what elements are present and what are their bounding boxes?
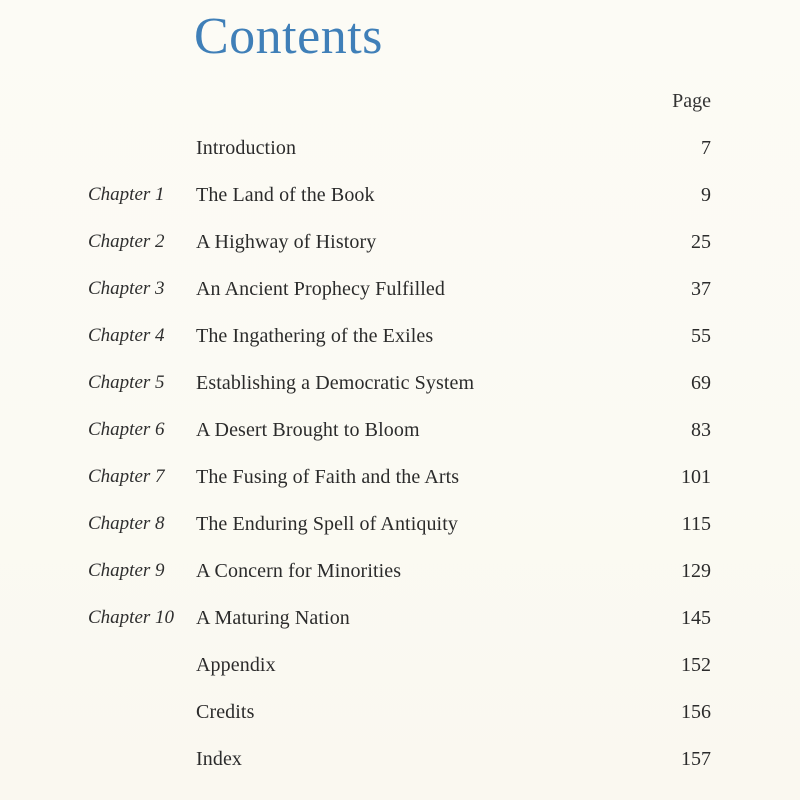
entry-title: The Enduring Spell of Antiquity bbox=[196, 513, 458, 535]
chapter-label: Chapter 1 bbox=[88, 184, 165, 205]
chapter-label: Chapter 2 bbox=[88, 231, 165, 252]
toc-entry-chapter-6[interactable] bbox=[0, 416, 800, 463]
toc-entry-appendix[interactable] bbox=[0, 651, 800, 698]
entry-title: The Ingathering of the Exiles bbox=[196, 325, 434, 347]
toc-entry-chapter-9[interactable] bbox=[0, 557, 800, 604]
toc-entry-introduction[interactable] bbox=[0, 134, 800, 181]
page-column-header: Page bbox=[672, 90, 711, 112]
entry-title: Introduction bbox=[196, 137, 297, 159]
page-title: Contents bbox=[194, 8, 383, 65]
entry-page-number: 69 bbox=[691, 372, 711, 394]
entry-title: Index bbox=[196, 748, 243, 770]
chapter-label: Chapter 3 bbox=[88, 278, 165, 299]
toc-entry-chapter-3[interactable] bbox=[0, 275, 800, 322]
entry-page-number: 129 bbox=[681, 560, 711, 582]
entry-page-number: 156 bbox=[681, 701, 711, 723]
entry-page-number: 83 bbox=[691, 419, 711, 441]
entry-page-number: 152 bbox=[681, 654, 711, 676]
entry-title: An Ancient Prophecy Fulfilled bbox=[196, 278, 445, 300]
entry-title: A Highway of History bbox=[196, 231, 377, 253]
chapter-label: Chapter 6 bbox=[88, 419, 165, 440]
entry-page-number: 55 bbox=[691, 325, 711, 347]
entry-title: A Desert Brought to Bloom bbox=[196, 419, 420, 441]
toc-entry-chapter-4[interactable] bbox=[0, 322, 800, 369]
chapter-label: Chapter 9 bbox=[88, 560, 165, 581]
entry-page-number: 37 bbox=[691, 278, 711, 300]
entry-page-number: 145 bbox=[681, 607, 711, 629]
chapter-label: Chapter 8 bbox=[88, 513, 165, 534]
toc-entry-chapter-5[interactable] bbox=[0, 369, 800, 416]
entry-page-number: 25 bbox=[691, 231, 711, 253]
toc-entry-chapter-8[interactable] bbox=[0, 510, 800, 557]
toc-entry-chapter-7[interactable] bbox=[0, 463, 800, 510]
entry-page-number: 7 bbox=[701, 137, 711, 159]
entry-page-number: 101 bbox=[681, 466, 711, 488]
chapter-label: Chapter 5 bbox=[88, 372, 165, 393]
chapter-label: Chapter 10 bbox=[88, 607, 175, 628]
entry-page-number: 157 bbox=[681, 748, 711, 770]
entry-title: A Maturing Nation bbox=[196, 607, 350, 629]
chapter-label: Chapter 4 bbox=[88, 325, 165, 346]
toc-entry-chapter-2[interactable] bbox=[0, 228, 800, 275]
entry-page-number: 115 bbox=[681, 513, 711, 535]
toc-entry-chapter-1[interactable] bbox=[0, 181, 800, 228]
toc-list bbox=[0, 134, 800, 792]
entry-title: Appendix bbox=[196, 654, 276, 676]
entry-title: The Fusing of Faith and the Arts bbox=[196, 466, 460, 488]
entry-title: Credits bbox=[196, 701, 255, 723]
entry-title: Establishing a Democratic System bbox=[196, 372, 475, 394]
toc-entry-index[interactable] bbox=[0, 745, 800, 792]
toc-entry-credits[interactable] bbox=[0, 698, 800, 745]
toc-entry-chapter-10[interactable] bbox=[0, 604, 800, 651]
entry-title: The Land of the Book bbox=[196, 184, 375, 206]
chapter-label: Chapter 7 bbox=[88, 466, 165, 487]
entry-title: A Concern for Minorities bbox=[196, 560, 402, 582]
entry-page-number: 9 bbox=[701, 184, 711, 206]
